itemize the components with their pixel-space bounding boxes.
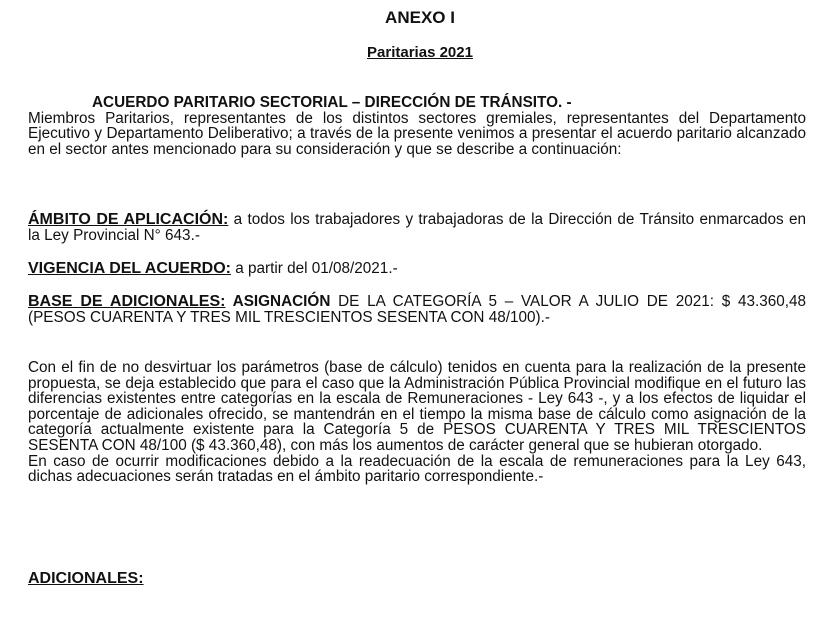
scope-section bbox=[28, 212, 806, 243]
scope-label: ÁMBITO DE APLICACIÓN: bbox=[28, 211, 229, 228]
considerations-section bbox=[28, 360, 806, 485]
agreement-title: ACUERDO PARITARIO SECTORIAL – DIRECCIÓN DE TRÁNSITO. - bbox=[92, 94, 572, 111]
document-subtitle bbox=[0, 44, 840, 61]
subtitle-text: Paritarias 2021 bbox=[367, 44, 473, 61]
base-label: BASE DE ADICIONALES: bbox=[28, 293, 226, 310]
paragraph-1: Con el fin de no desvirtuar los parámetros (base de cálculo) tenidos en cuenta para la realización de la presente propuesta, se deja establecido que para el caso que la Administración Pública Provincial modifique en el futuro las diferencias existentes entre categorías en la escala de Remuneraciones - Ley 643 -, y a los efectos de liquidar el porcentaje de adicionales ofrecido, se mantendrán en el tiempo la misma base de cálculo como asignación de la categoría actualmente existente para la Categoría 5 de PESOS CUARENTA Y TRES MIL TRESCIENTOS SESENTA CON 48/100 ($ 43.360,48), con más los aumentos de carácter general que se hubieran otorgado. bbox=[28, 359, 806, 454]
agreement-section bbox=[28, 95, 806, 157]
validity-section bbox=[28, 261, 806, 277]
additionals-label: ADICIONALES: bbox=[28, 570, 144, 587]
paragraph-2: En caso de ocurrir modificaciones debido a la readecuación de la escala de remuneraciones para la Ley 643, dichas adecuaciones serán tratadas en el ámbito paritario correspondiente.- bbox=[28, 452, 806, 486]
annex-title: ANEXO I bbox=[385, 8, 455, 27]
intro-paragraph: Miembros Paritarios, representantes de los distintos sectores gremiales, representantes del Departamento Ejecutivo y Departamento Deliberativo; a través de la presente venimos a presentar el acuerdo paritario alcanzado en el sector antes mencionado para su consideración y que se describe a continuación: bbox=[28, 109, 806, 158]
base-bold: ASIGNACIÓN bbox=[225, 293, 331, 310]
additionals-section bbox=[28, 571, 806, 587]
base-text: DE LA CATEGORÍA 5 – VALOR A JULIO DE 2021: $ 43.360,48 (PESOS CUARENTA Y TRES MIL TRESCIENTOS SESENTA CON 48/100).- bbox=[28, 293, 807, 326]
validity-label: VIGENCIA DEL ACUERDO: bbox=[28, 260, 231, 277]
validity-text: a partir del 01/08/2021.- bbox=[230, 260, 398, 277]
scope-text: a todos los trabajadores y trabajadoras de la Dirección de Tránsito enmarcados en la Ley Provincial N° 643.- bbox=[28, 211, 806, 244]
base-section bbox=[28, 294, 806, 325]
